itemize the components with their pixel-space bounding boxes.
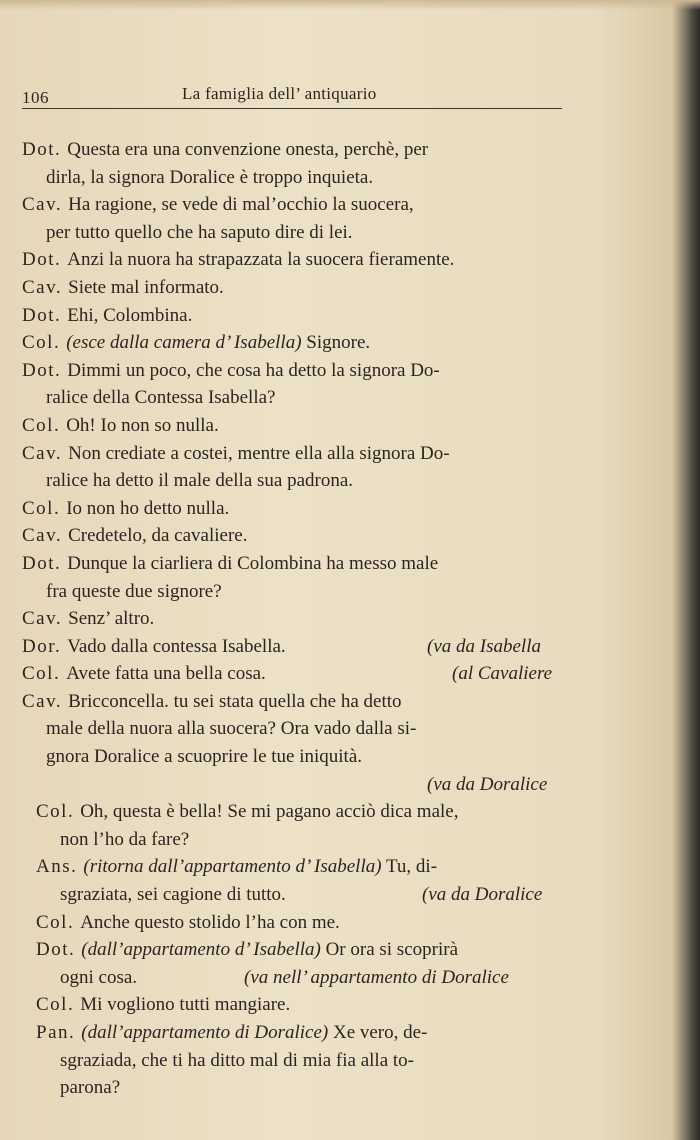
line-text: ralice della Contessa Isabella? (46, 387, 276, 409)
dialogue-line (22, 991, 582, 1019)
stage-direction-right: (va da Doralice (427, 773, 548, 795)
speaker-label: Cav. (22, 608, 63, 630)
line-text: Non crediate a costei, mentre ella alla signora Do- (68, 442, 450, 464)
line-text: dirla, la signora Doralice è troppo inquieta. (46, 166, 374, 188)
speaker-label: Col. (36, 994, 75, 1016)
line-text: Or ora si scoprirà (325, 939, 459, 961)
speaker-label: Cav. (22, 442, 63, 464)
dialogue-line (22, 246, 582, 274)
dialogue-line (22, 660, 582, 688)
line-text: Vado dalla contessa Isabella. (67, 635, 286, 657)
line-text: Siete mal informato. (68, 276, 224, 298)
line-text: Avete fatta una bella cosa. (66, 663, 266, 685)
dialogue-line (22, 798, 582, 826)
page-top-edge (0, 0, 700, 10)
speaker-label: Cav. (22, 276, 63, 298)
line-text: Oh! Io non so nulla. (66, 414, 219, 436)
line-text: male della nuora alla suocera? Ora vado dalla si- (46, 718, 417, 740)
dialogue-line (22, 605, 582, 633)
line-text: per tutto quello che ha saputo dire di lei. (46, 221, 353, 243)
speaker-label: Dor. (22, 635, 62, 657)
dialogue-line (22, 191, 582, 219)
line-text: fra queste due signore? (46, 580, 222, 602)
dialogue-text (22, 136, 582, 1102)
dialogue-line (22, 633, 582, 661)
line-text: Signore. (306, 332, 371, 354)
stage-direction-right: (al Cavaliere (452, 663, 553, 685)
line-text: sgraziada, che ti ha ditto mal di mia fia alla to- (60, 1049, 415, 1071)
line-text: Senz’ altro. (68, 608, 155, 630)
dialogue-line (22, 164, 582, 192)
dialogue-line (22, 302, 582, 330)
dialogue-line (22, 826, 582, 854)
line-text: parona? (60, 1077, 121, 1099)
dialogue-line (22, 881, 582, 909)
dialogue-line (22, 909, 582, 937)
speaker-label: Cav. (22, 194, 63, 216)
line-text: Questa era una convenzione onesta, perchè, per (67, 139, 429, 160)
line-text: Bricconcella. tu sei stata quella che ha detto (68, 690, 402, 712)
dialogue-line (22, 495, 582, 523)
dialogue-line (22, 440, 582, 468)
line-text: Dimmi un poco, che cosa ha detto la signora Do- (67, 359, 440, 381)
line-text: ogni cosa. (60, 966, 138, 988)
stage-direction: (dall’appartamento d’ Isabella) (81, 939, 321, 961)
dialogue-line (22, 384, 582, 412)
page-number: 106 (22, 88, 49, 107)
dialogue-line (22, 715, 582, 743)
line-text: gnora Doralice a scuoprire le tue iniquità. (46, 746, 363, 768)
stage-direction: (dall’appartamento di Doralice) (81, 1022, 329, 1043)
dialogue-line (22, 412, 582, 440)
line-text: Ha ragione, se vede di mal’occhio la suocera, (68, 194, 414, 216)
speaker-label: Ans. (36, 856, 78, 878)
speaker-label: Cav. (22, 525, 63, 547)
dialogue-line (22, 853, 582, 881)
dialogue-line (22, 522, 582, 550)
dialogue-line (22, 936, 582, 964)
dialogue-line (22, 357, 582, 385)
dialogue-line (22, 1074, 582, 1102)
speaker-label: Col. (36, 801, 75, 823)
stage-direction-right: (va nell’ appartamento di Doralice (244, 966, 509, 988)
line-text: ralice ha detto il male della sua padrona. (46, 470, 354, 492)
speaker-label: Cav. (22, 690, 63, 712)
line-text: Dunque la ciarliera di Colombina ha messo male (67, 552, 439, 574)
header-rule (22, 108, 562, 109)
dialogue-line (22, 550, 582, 578)
line-text: Io non ho detto nulla. (66, 497, 230, 519)
line-text: sgraziata, sei cagione di tutto. (60, 884, 286, 906)
line-text: Mi vogliono tutti mangiare. (80, 994, 291, 1016)
dialogue-line (22, 329, 582, 357)
dialogue-line (22, 274, 582, 302)
speaker-label: Dot. (22, 139, 62, 160)
dialogue-line (22, 219, 582, 247)
running-header (22, 84, 562, 108)
line-text: Anche questo stolido l’ha con me. (80, 911, 340, 933)
stage-direction-right: (va da Doralice (422, 884, 543, 906)
stage-direction: (ritorna dall’appartamento d’ Isabella) (83, 856, 382, 878)
dialogue-line (22, 578, 582, 606)
line-text: Tu, di- (385, 856, 438, 878)
header-title: La famiglia dell’ antiquario (182, 84, 377, 103)
dialogue-line (22, 1047, 582, 1075)
dialogue-line (22, 136, 582, 164)
speaker-label: Pan. (36, 1022, 76, 1043)
speaker-label: Dot. (22, 359, 62, 381)
line-text: Xe vero, de- (332, 1022, 428, 1043)
speaker-label: Col. (22, 414, 61, 436)
dialogue-line (22, 743, 582, 771)
speaker-label: Dot. (22, 249, 62, 271)
speaker-label: Dot. (22, 304, 62, 326)
speaker-label: Col. (22, 332, 61, 354)
line-text: Ehi, Colombina. (67, 304, 193, 326)
speaker-label: Col. (36, 911, 75, 933)
dialogue-line (22, 467, 582, 495)
line-text: Anzi la nuora ha strapazzata la suocera fieramente. (67, 249, 455, 271)
speaker-label: Col. (22, 663, 61, 685)
line-text: Credetelo, da cavaliere. (68, 525, 248, 547)
dialogue-line (22, 771, 582, 799)
speaker-label: Dot. (22, 552, 62, 574)
dialogue-line (22, 1019, 582, 1047)
stage-direction-right: (va da Isabella (427, 635, 541, 657)
speaker-label: Dot. (36, 939, 76, 961)
dialogue-line (22, 688, 582, 716)
line-text: Oh, questa è bella! Se mi pagano acciò dica male, (80, 801, 459, 823)
stage-direction: (esce dalla camera d’ Isabella) (66, 332, 302, 354)
dialogue-line (22, 964, 582, 992)
line-text: non l’ho da fare? (60, 828, 190, 850)
speaker-label: Col. (22, 497, 61, 519)
